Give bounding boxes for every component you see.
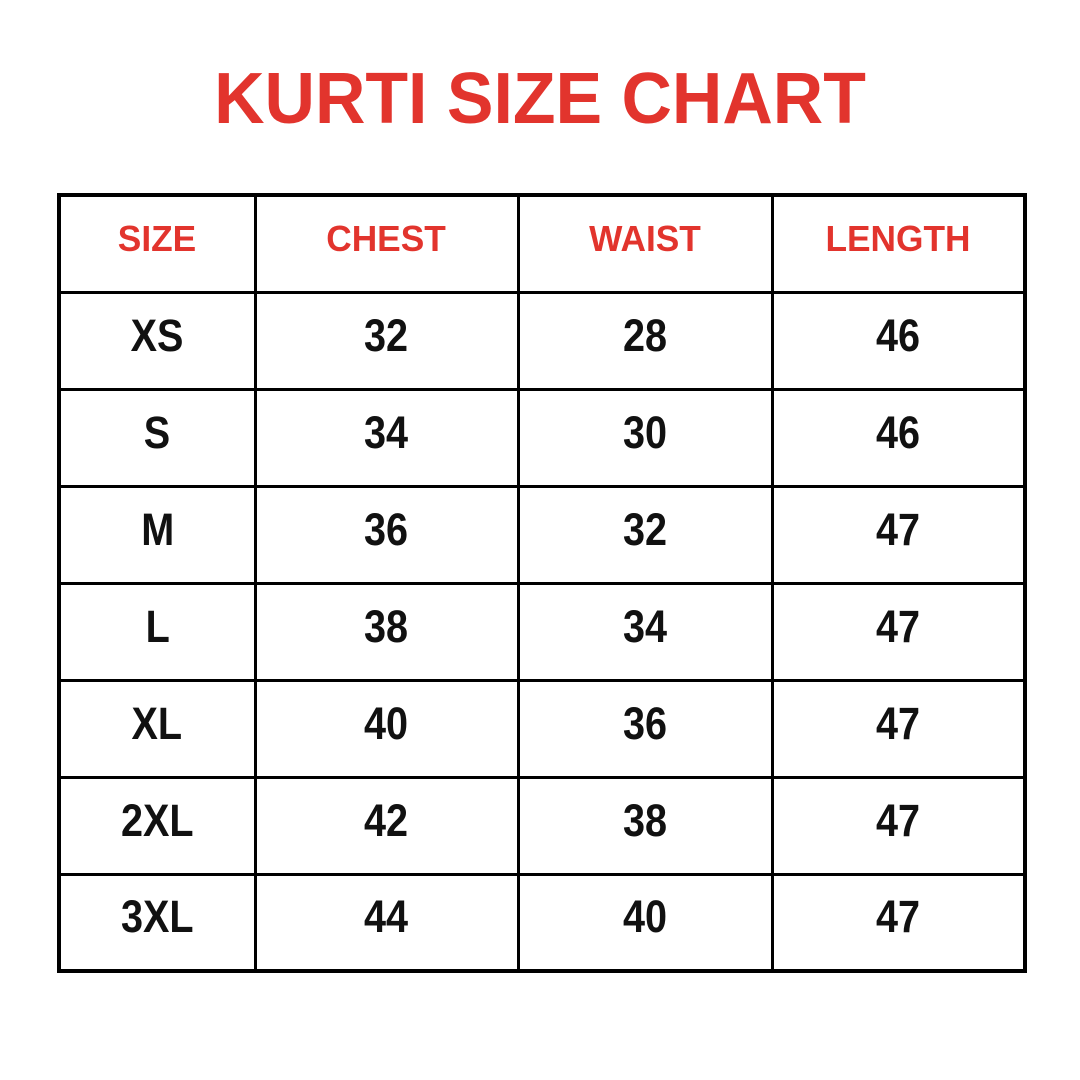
length-value: 46 (876, 406, 921, 458)
size-value: 2XL (120, 794, 194, 846)
column-header-chest (255, 195, 518, 292)
page-title: KURTI SIZE CHART (214, 59, 866, 139)
cell-chest (255, 680, 518, 777)
cell-chest (255, 486, 518, 583)
size-value: S (144, 406, 171, 458)
cell-length (772, 292, 1025, 389)
cell-chest (255, 777, 518, 874)
length-value: 47 (876, 697, 921, 749)
waist-value: 40 (622, 891, 668, 943)
size-value: XS (130, 309, 184, 361)
chest-value: 44 (364, 891, 409, 943)
cell-waist (518, 292, 772, 389)
cell-waist (518, 389, 772, 486)
cell-length (772, 389, 1025, 486)
column-header-chest-label: CHEST (326, 217, 447, 259)
chest-value: 32 (364, 309, 409, 361)
column-header-waist (518, 195, 772, 292)
length-value: 47 (876, 794, 921, 846)
cell-chest (255, 292, 518, 389)
cell-size (59, 874, 255, 971)
table-row-3xl (59, 874, 1025, 971)
cell-waist (518, 680, 772, 777)
cell-size (59, 292, 255, 389)
cell-size (59, 389, 255, 486)
length-value: 47 (876, 503, 921, 555)
size-value: 3XL (120, 891, 194, 943)
waist-value: 38 (622, 794, 668, 846)
cell-length (772, 874, 1025, 971)
size-value: M (140, 503, 174, 555)
chest-value: 40 (364, 697, 409, 749)
chest-value: 42 (364, 794, 409, 846)
column-header-size (59, 195, 255, 292)
waist-value: 32 (622, 503, 668, 555)
cell-waist (518, 874, 772, 971)
cell-length (772, 486, 1025, 583)
cell-chest (255, 389, 518, 486)
waist-value: 30 (622, 406, 668, 458)
waist-value: 28 (622, 309, 668, 361)
chest-value: 38 (364, 600, 409, 652)
cell-waist (518, 777, 772, 874)
column-header-length (772, 195, 1025, 292)
cell-size (59, 680, 255, 777)
cell-size (59, 583, 255, 680)
table-row-m (59, 486, 1025, 583)
cell-length (772, 583, 1025, 680)
waist-value: 36 (622, 697, 668, 749)
cell-length (772, 680, 1025, 777)
cell-size (59, 777, 255, 874)
cell-chest (255, 874, 518, 971)
length-value: 47 (876, 891, 921, 943)
length-value: 47 (876, 600, 921, 652)
table-row-s (59, 389, 1025, 486)
cell-waist (518, 583, 772, 680)
cell-size (59, 486, 255, 583)
size-chart-table (57, 193, 1027, 973)
table-row-xs (59, 292, 1025, 389)
chest-value: 34 (364, 406, 409, 458)
size-value: L (145, 600, 170, 652)
size-value: XL (131, 697, 183, 749)
cell-waist (518, 486, 772, 583)
table-row-xl (59, 680, 1025, 777)
table-row-l (59, 583, 1025, 680)
header-row (59, 195, 1025, 292)
chest-value: 36 (364, 503, 409, 555)
length-value: 46 (876, 309, 921, 361)
cell-length (772, 777, 1025, 874)
column-header-length-label: LENGTH (825, 217, 971, 259)
cell-chest (255, 583, 518, 680)
column-header-size-label: SIZE (118, 217, 197, 259)
waist-value: 34 (622, 600, 668, 652)
column-header-waist-label: WAIST (589, 217, 701, 259)
table-row-2xl (59, 777, 1025, 874)
